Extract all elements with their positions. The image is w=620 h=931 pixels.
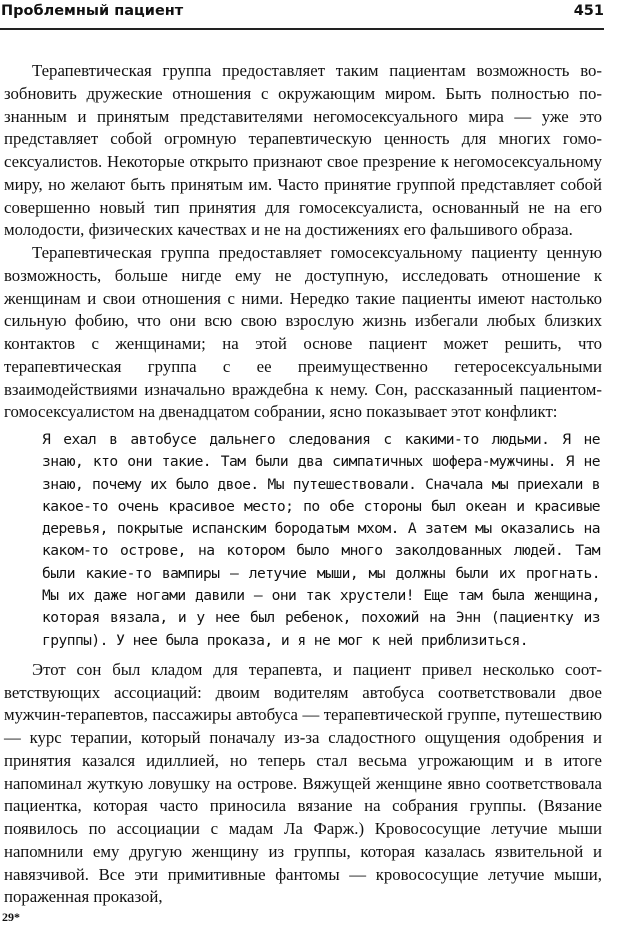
paragraph-2: Терапевтическая группа предоставляет гомосексуальному пациенту ценную возможность, больше нигде ему не доступную, исследовать отношение к женщинам и свои отношения с ними. Нередко такие пациенты имеют настолько сильную фобию, что они всю свою взрослую жизнь избегали любых близких контактов с женщинами; на этой основе пациент может решить, что терапевтическая группа с ее преимущественно гетеросексуальными взаимодействиями изначально враждебна к нему. Сон, рассказанный пациентом-гомосексуалистом на двенадцатом собрании, ясно показывает этот конфликт: — [4, 243, 602, 422]
body-text — [4, 60, 602, 909]
header-rule — [0, 28, 604, 30]
running-head — [0, 2, 604, 26]
page-number: 451 — [573, 3, 604, 19]
signature-mark: 29* — [2, 910, 20, 924]
running-title: Проблемный пациент — [1, 3, 184, 19]
closing-paragraph: Этот сон был кладом для терапевта, и пациент привел несколько соответствующих ассоциаций: двоим водителям автобуса соответствовали двое мужчин-терапевтов, пассажиры автобуса — терапевтической группе, путешествию — курс терапии, который поначалу из-за сладостного ощущения одобрения и принятия казался идиллией, но теперь стал весьма угрожающим и в итоге напоминал жуткую ловушку на острове. Вяжущей женщине явно соответствовала пациентка, которая часто приносила вязание на собрания группы. (Вязание появилось по ассоциации с мадам Ла Фарж.) Кровососущие летучие мыши напомнили ему другую женщину из группы, которая казалась язвительной и навязчивой. Все эти примитивные фантомы — кровососущие летучие мыши, пораженная проказой, — [4, 659, 602, 907]
paragraph-1: Терапевтическая группа предоставляет таким пациентам возможность возобновить дружеские отношения с окружающим миром. Быть полностью познанным и принятым представителями негомосексуального мира — уже это представляет собой огромную терапевтическую ценность для многих гомосексуалистов. Некоторые открыто признают свое презрение к негомосексуальному миру, но желают быть принятым им. Часто принятие группой представляет собой совершенно новый тип принятия для гомосексуалиста, основанный не на его молодости, физических качествах и не на достижениях его фальшивого образа. — [4, 61, 602, 240]
dream-quote: Я ехал в автобусе дальнего следования с какими-то людьми. Я не знаю, кто они такие. Там были два симпатичных шофера-мужчины. Я не знаю, почему их было двое. Мы путешествовали. Сначала мы приехали в какое-то очень красивое место; по обе стороны был океан и красивые деревья, покрытые испанским бородатым мхом. А затем мы оказались на каком-то острове, на котором было много заколдованных людей. Там были какие-то вампиры — летучие мыши, мы должны были их прогнать. Мы их даже ногами давили — они так хрустели! Еще там была женщина, которая вязала, и у нее был ребенок, похожий на Энн (пациентку из группы). У нее была проказа, и я не мог к ней приблизиться. — [42, 431, 600, 649]
